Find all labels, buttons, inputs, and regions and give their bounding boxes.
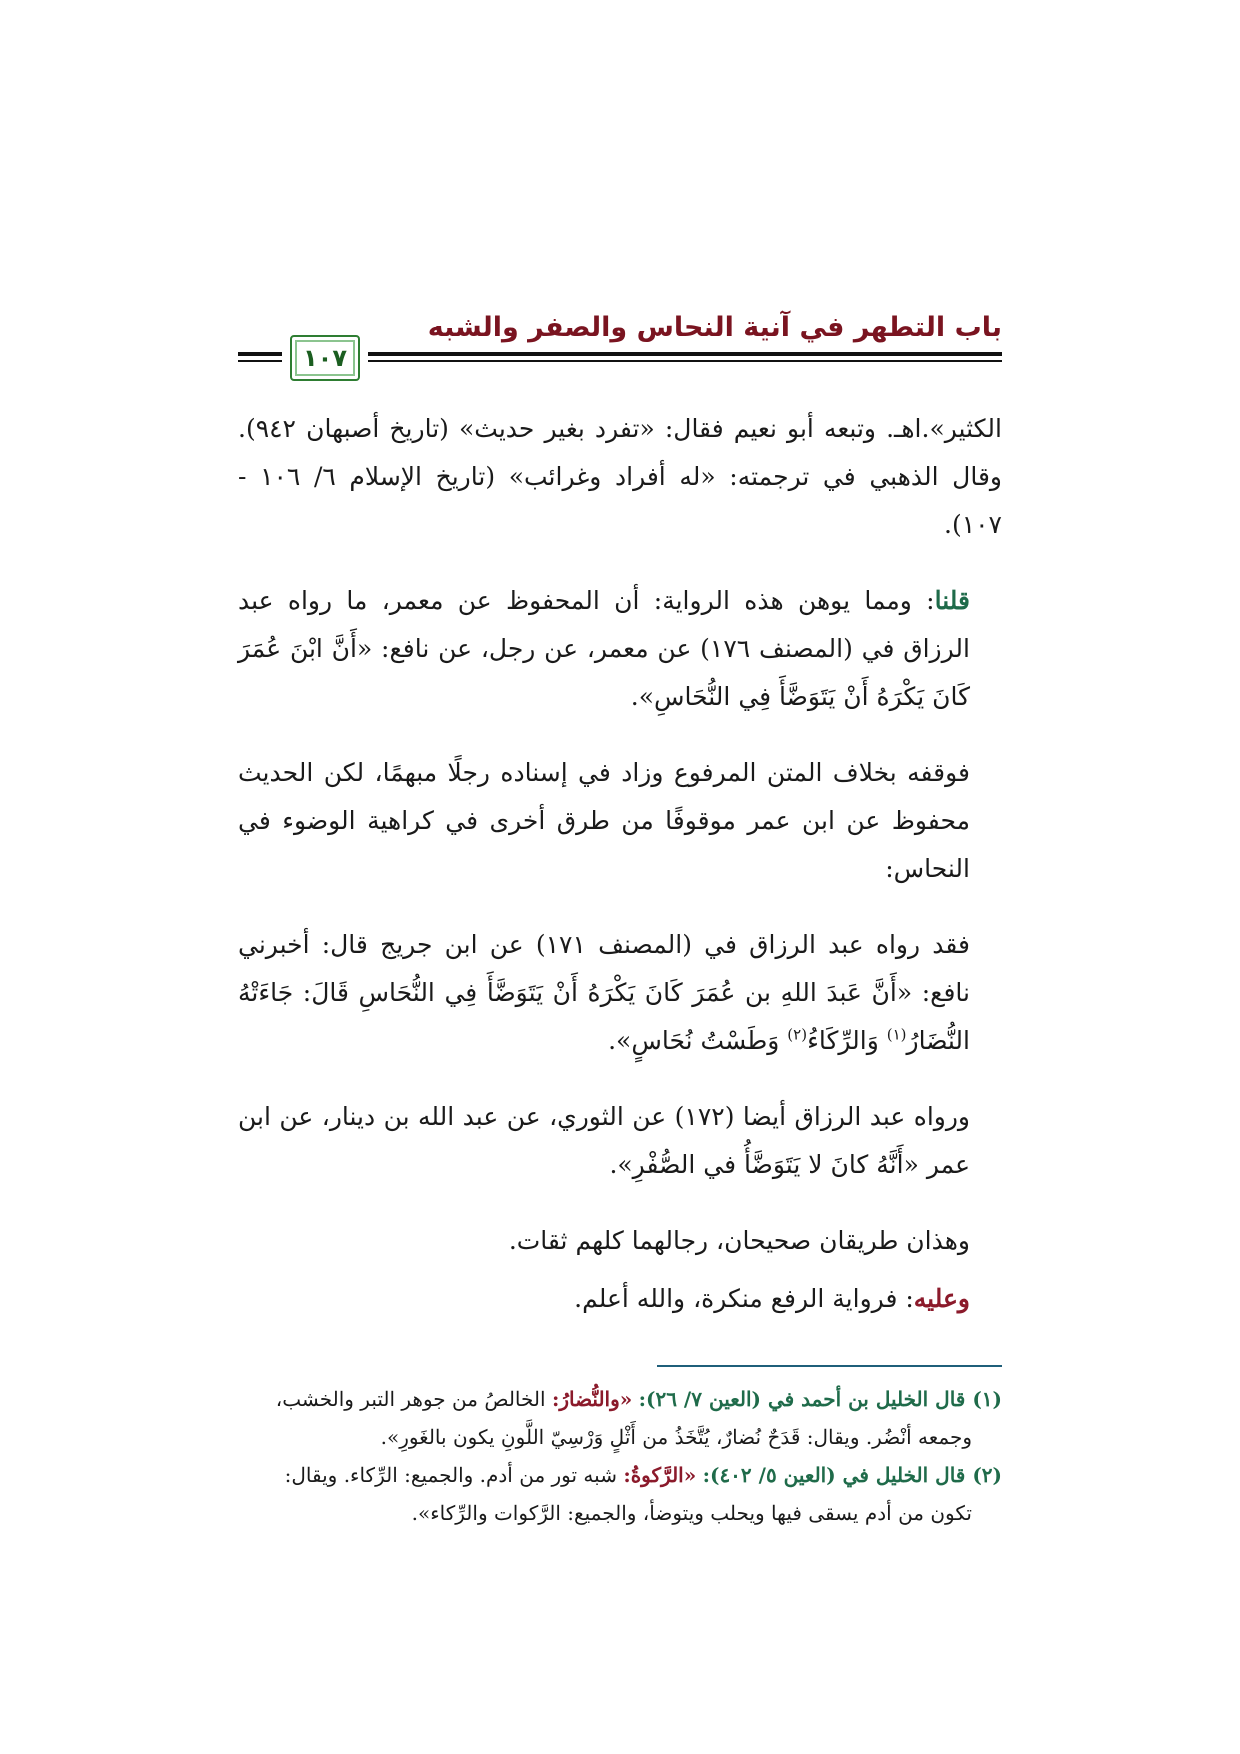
chapter-title: باب التطهر في آنية النحاس والصفر والشبه: [427, 312, 1002, 343]
footnote-ref-2[interactable]: (٢): [787, 1025, 808, 1044]
paragraph-7: [238, 1275, 1002, 1323]
paragraph-4: [238, 921, 1002, 1065]
footnote-ref-1[interactable]: (١): [886, 1025, 907, 1044]
footnote-1-continued: وجمعه أنْضُر. ويقال: قَدَحٌ نُضارٌ، يُتَّخَذُ من أَثْلٍ وَرْسِيّ اللَّونِ يكون بالغَورِ».: [380, 1425, 972, 1449]
paragraph-1: الكثير».اهـ. وتبعه أبو نعيم فقال: «تفرد بغير حديث» (تاريخ أصبهان ٩٤٢). وقال الذهبي في ترجمته: «له أفراد وغرائب» (تاريخ الإسلام ٦/ ١٠٦ - ١٠٧).: [238, 414, 1002, 539]
paragraph-6: وهذان طريقان صحيحان، رجالهما كلهم ثقات.: [508, 1226, 970, 1255]
paragraph-3: فوقفه بخلاف المتن المرفوع وزاد في إسناده رجلًا مبهمًا، لكن الحديث محفوظ عن ابن عمر موقوفًا من طرق أخرى في كراهية الوضوء في النحاس:: [238, 758, 970, 883]
footnote-2-continued: تكون من أدم يسقى فيها ويحلب ويتوضأ، والجميع: الرَّكوات والرِّكاء».: [411, 1501, 972, 1525]
paragraph-4-text-a: فقد رواه عبد الرزاق في (المصنف ١٧١) عن ابن جريج قال: أخبرني نافع: «أَنَّ عَبدَ اللهِ بن عُمَرَ كَانَ يَكْرَهُ أَنْ يَتَوَضَّأَ فِي النُّحَاسِ قَالَ: جَاءَتْهُ النُّضَارُ: [238, 930, 970, 1055]
paragraph-4-text-b: وَالرِّكَاءُ: [807, 1026, 887, 1055]
paragraph-2-text: : ومما يوهن هذه الرواية: أن المحفوظ عن معمر، ما رواه عبد الرزاق في (المصنف ١٧٦) عن معمر، عن رجل، عن نافع: «أَنَّ ابْنَ عُمَرَ كَانَ يَكْرَهُ أَنْ يَتَوَضَّأَ فِي النُّحَاسِ».: [238, 586, 970, 711]
paragraph-5: ورواه عبد الرزاق أيضا (١٧٢) عن الثوري، عن عبد الله بن دينار، عن ابن عمر «أَنَّهُ كانَ لا يَتَوَضَّأُ في الصُّفْرِ».: [238, 1102, 970, 1179]
page-number: ١٠٧: [303, 344, 347, 372]
main-text: [238, 405, 1002, 1351]
footnote-1-word: «والنُّضارُ:: [551, 1387, 633, 1411]
footnotes: [238, 1380, 1002, 1532]
page-number-badge: [290, 335, 360, 381]
paragraph-4-text-c: وَطَسْتُ نُحَاسٍ».: [608, 1026, 788, 1055]
footnote-2-head: (٢) قال الخليل في (العين ٥/ ٤٠٢):: [702, 1463, 1002, 1487]
footnote-2: [238, 1456, 1002, 1494]
footnote-1-text: الخالصُ من جوهر التبر والخشب،: [275, 1387, 552, 1411]
footnote-separator: [657, 1365, 1002, 1367]
alayh-label: وعليه: [913, 1284, 970, 1313]
footnote-2-text: شبه تور من أدم. والجميع: الرِّكاء. ويقال:: [284, 1463, 624, 1487]
paragraph-7-text: : فرواية الرفع منكرة، والله أعلم.: [574, 1284, 914, 1313]
footnote-1: [238, 1380, 1002, 1418]
qulna-label: قلنا: [934, 586, 970, 615]
footnote-2-word: «الرَّكوةُ:: [623, 1463, 697, 1487]
paragraph-2: [238, 577, 1002, 721]
footnote-1-head: (١) قال الخليل بن أحمد في (العين ٧/ ٢٦):: [638, 1387, 1002, 1411]
